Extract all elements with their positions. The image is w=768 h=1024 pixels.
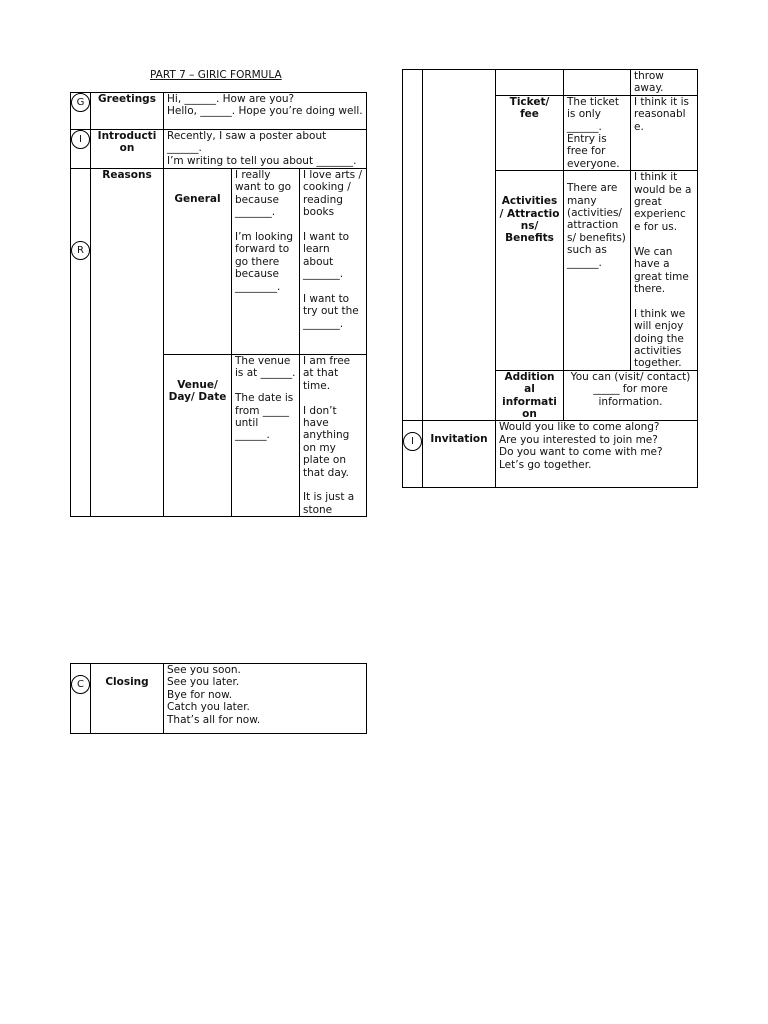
greetings-marker-cell bbox=[71, 93, 91, 130]
venue-date-text: The venue is at ______. The date is from _____ until ______. bbox=[232, 355, 300, 517]
ticket-price-text: The ticket is only ______. Entry is free for everyone. bbox=[564, 95, 631, 170]
giric-left-table bbox=[70, 92, 367, 517]
introduction-row bbox=[71, 130, 367, 169]
general-interest-text: I love arts / cooking / reading books I want to learn about _______. I want to try out the _______. bbox=[300, 169, 367, 355]
right-label-blank-cell bbox=[423, 70, 496, 421]
closing-row bbox=[71, 664, 367, 734]
closing-label: Closing bbox=[91, 664, 164, 734]
ticket-fee-label: Ticket/ fee bbox=[496, 95, 564, 170]
invitation-row bbox=[403, 421, 698, 488]
continued-blank-label-cell bbox=[496, 70, 564, 96]
introduction-text: Recently, I saw a poster about ______. I’m writing to tell you about _______. bbox=[164, 130, 367, 169]
ticket-opinion-text: I think it is reasonabl e. bbox=[631, 95, 698, 170]
general-reason-text: I really want to go because _______. I’m looking forward to go there because ________. bbox=[232, 169, 300, 355]
letter-r-circle-icon: R bbox=[71, 241, 90, 260]
availability-text: I am free at that time. I don’t have anything on my plate on that day. It is just a stone bbox=[300, 355, 367, 517]
additional-info-text: You can (visit/ contact) _____ for more information. bbox=[564, 370, 698, 421]
letter-c-circle-icon: C bbox=[71, 675, 90, 694]
giric-right-table bbox=[402, 69, 698, 488]
letter-i-circle-icon: I bbox=[403, 432, 422, 451]
introduction-marker-cell bbox=[71, 130, 91, 169]
invitation-marker-cell bbox=[403, 421, 423, 488]
additional-info-label: Addition al informati on bbox=[496, 370, 564, 421]
reasons-marker-cell bbox=[71, 169, 91, 517]
letter-i-circle-icon: I bbox=[71, 130, 90, 149]
continued-blank-cell bbox=[564, 70, 631, 96]
closing-marker-cell bbox=[71, 664, 91, 734]
invitation-label: Invitation bbox=[423, 421, 496, 488]
introduction-label: Introducti on bbox=[91, 130, 164, 169]
letter-g-circle-icon: G bbox=[71, 93, 90, 112]
venue-day-date-label: Venue/ Day/ Date bbox=[164, 355, 232, 517]
activities-label: Activities / Attractio ns/ Benefits bbox=[496, 171, 564, 371]
invitation-text: Would you like to come along? Are you interested to join me? Do you want to come with me? Let’s go together. bbox=[496, 421, 698, 488]
greetings-row bbox=[71, 93, 367, 130]
activities-text: There are many (activities/ attraction s/ benefits) such as ______. bbox=[564, 171, 631, 371]
continued-text: throw away. bbox=[631, 70, 698, 96]
reasons-label: Reasons bbox=[91, 169, 164, 517]
general-label: General bbox=[164, 169, 232, 355]
reasons-general-row bbox=[71, 169, 367, 355]
greetings-label: Greetings bbox=[91, 93, 164, 130]
continued-row bbox=[403, 70, 698, 96]
right-marker-blank-cell bbox=[403, 70, 423, 421]
activities-opinion-text: I think it would be a great experienc e for us. We can have a great time there. I think we will enjoy doing the activities together. bbox=[631, 171, 698, 371]
page-title: PART 7 – GIRIC FORMULA bbox=[150, 69, 282, 81]
giric-closing-table bbox=[70, 663, 367, 734]
closing-text: See you soon. See you later. Bye for now. Catch you later. That’s all for now. bbox=[164, 664, 367, 734]
greetings-text: Hi, ______. How are you? Hello, ______. Hope you’re doing well. bbox=[164, 93, 367, 130]
